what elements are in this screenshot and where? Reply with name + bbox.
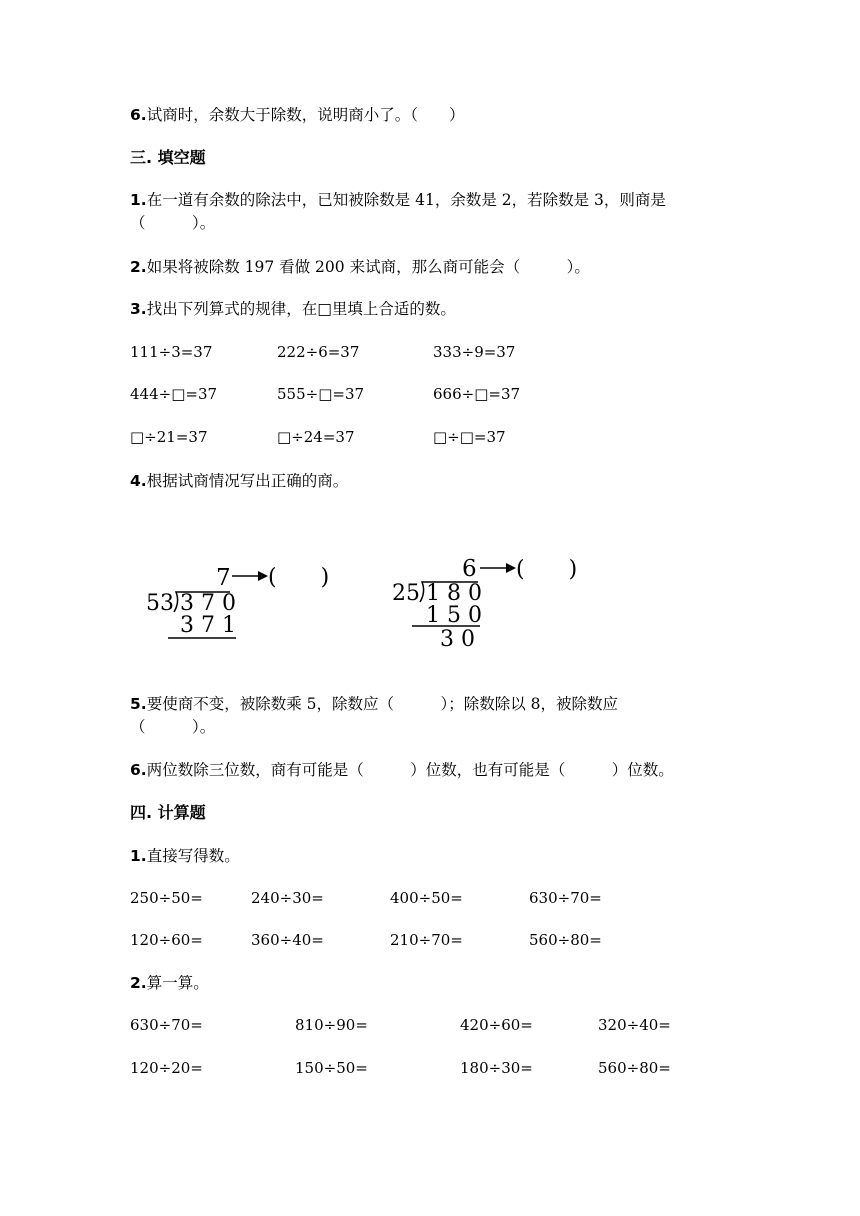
equation-cell: 444÷□=37: [130, 385, 218, 403]
arrow-head-icon: [506, 563, 516, 573]
question-s3-1-line2: （ ）。: [130, 214, 216, 232]
equation-cell: 400÷50=: [390, 889, 463, 907]
equation-cell: 560÷80=: [598, 1059, 671, 1077]
question-text: 直接写得数。: [146, 847, 240, 865]
question-number: 6.: [130, 106, 147, 124]
equation-cell: □÷21=37: [130, 428, 208, 446]
question-text: 在一道有余数的除法中，已知被除数是 41，余数是 2，若除数是 3，则商是: [146, 191, 666, 209]
equation-cell: 810÷90=: [295, 1016, 368, 1034]
question-text: 两位数除三位数，商有可能是（ ）位数，也有可能是（ ）位数。: [146, 761, 674, 779]
equation-cell: 360÷40=: [251, 931, 324, 949]
answer-blank: ( ): [516, 557, 578, 582]
trial-quotient: 7: [216, 565, 231, 591]
product: 1 5 0: [426, 603, 482, 628]
equation-cell: 120÷20=: [130, 1059, 203, 1077]
equation-cell: 666÷□=37: [433, 385, 521, 403]
equation-cell: 555÷□=37: [277, 385, 365, 403]
question-text: 算一算。: [146, 974, 209, 992]
equation-cell: 630÷70=: [130, 1016, 203, 1034]
equation-cell: 150÷50=: [295, 1059, 368, 1077]
question-s3-4: [130, 470, 348, 492]
question-text: 根据试商情况写出正确的商。: [146, 472, 349, 490]
equation-cell: □÷24=37: [277, 428, 355, 446]
equation-cell: 560÷80=: [529, 931, 602, 949]
question-number: 5.: [130, 695, 147, 713]
question-s2-6: [130, 104, 464, 126]
trial-quotient: 6: [462, 556, 477, 582]
section-heading-calculation: 四. 计算题: [130, 803, 206, 822]
question-number: 2.: [130, 258, 147, 276]
equation-cell: 420÷60=: [460, 1016, 533, 1034]
question-s4-1: [130, 845, 240, 867]
dividend: 3 7 0: [180, 591, 236, 616]
equation-cell: 120÷60=: [130, 931, 203, 949]
question-number: 6.: [130, 761, 147, 779]
equation-cell: □÷□=37: [433, 428, 506, 446]
question-s3-6: [130, 759, 674, 781]
question-s3-2: [130, 256, 590, 278]
question-text: 如果将被除数 197 看做 200 来试商，那么商可能会（ ）。: [146, 258, 590, 276]
question-s4-2: [130, 972, 209, 994]
equation-cell: 333÷9=37: [433, 343, 516, 361]
equation-cell: 180÷30=: [460, 1059, 533, 1077]
divisor: 25: [392, 581, 420, 606]
question-text: 试商时，余数大于除数，说明商小了。（ ）: [146, 106, 465, 124]
question-s3-5-line1: [130, 693, 618, 715]
question-s3-1-line1: [130, 189, 666, 211]
question-s3-3: [130, 298, 456, 320]
remainder: 3 0: [440, 627, 475, 652]
answer-blank: ( ): [268, 565, 330, 590]
arrow-head-icon: [258, 571, 268, 581]
divisor: 53: [146, 591, 174, 616]
equation-cell: 630÷70=: [529, 889, 602, 907]
question-s3-5-line2: （ ）。: [130, 718, 216, 736]
equation-cell: 250÷50=: [130, 889, 203, 907]
question-number: 1.: [130, 847, 147, 865]
equation-cell: 210÷70=: [390, 931, 463, 949]
equation-cell: 240÷30=: [251, 889, 324, 907]
question-number: 3.: [130, 300, 147, 318]
long-division-figure-2: [388, 552, 618, 652]
question-number: 4.: [130, 472, 147, 490]
equation-cell: 320÷40=: [598, 1016, 671, 1034]
equation-cell: 222÷6=37: [277, 343, 360, 361]
question-text: 要使商不变，被除数乘 5，除数应（ ）；除数除以 8，被除数应: [146, 695, 619, 713]
product: 3 7 1: [180, 613, 236, 638]
question-number: 1.: [130, 191, 147, 209]
section-heading-fill-blank: 三. 填空题: [130, 148, 206, 167]
long-division-figure-1: [140, 558, 360, 650]
equation-cell: 111÷3=37: [130, 343, 213, 361]
question-number: 2.: [130, 974, 147, 992]
dividend: 1 8 0: [426, 581, 482, 606]
question-text: 找出下列算式的规律，在□里填上合适的数。: [146, 300, 456, 318]
